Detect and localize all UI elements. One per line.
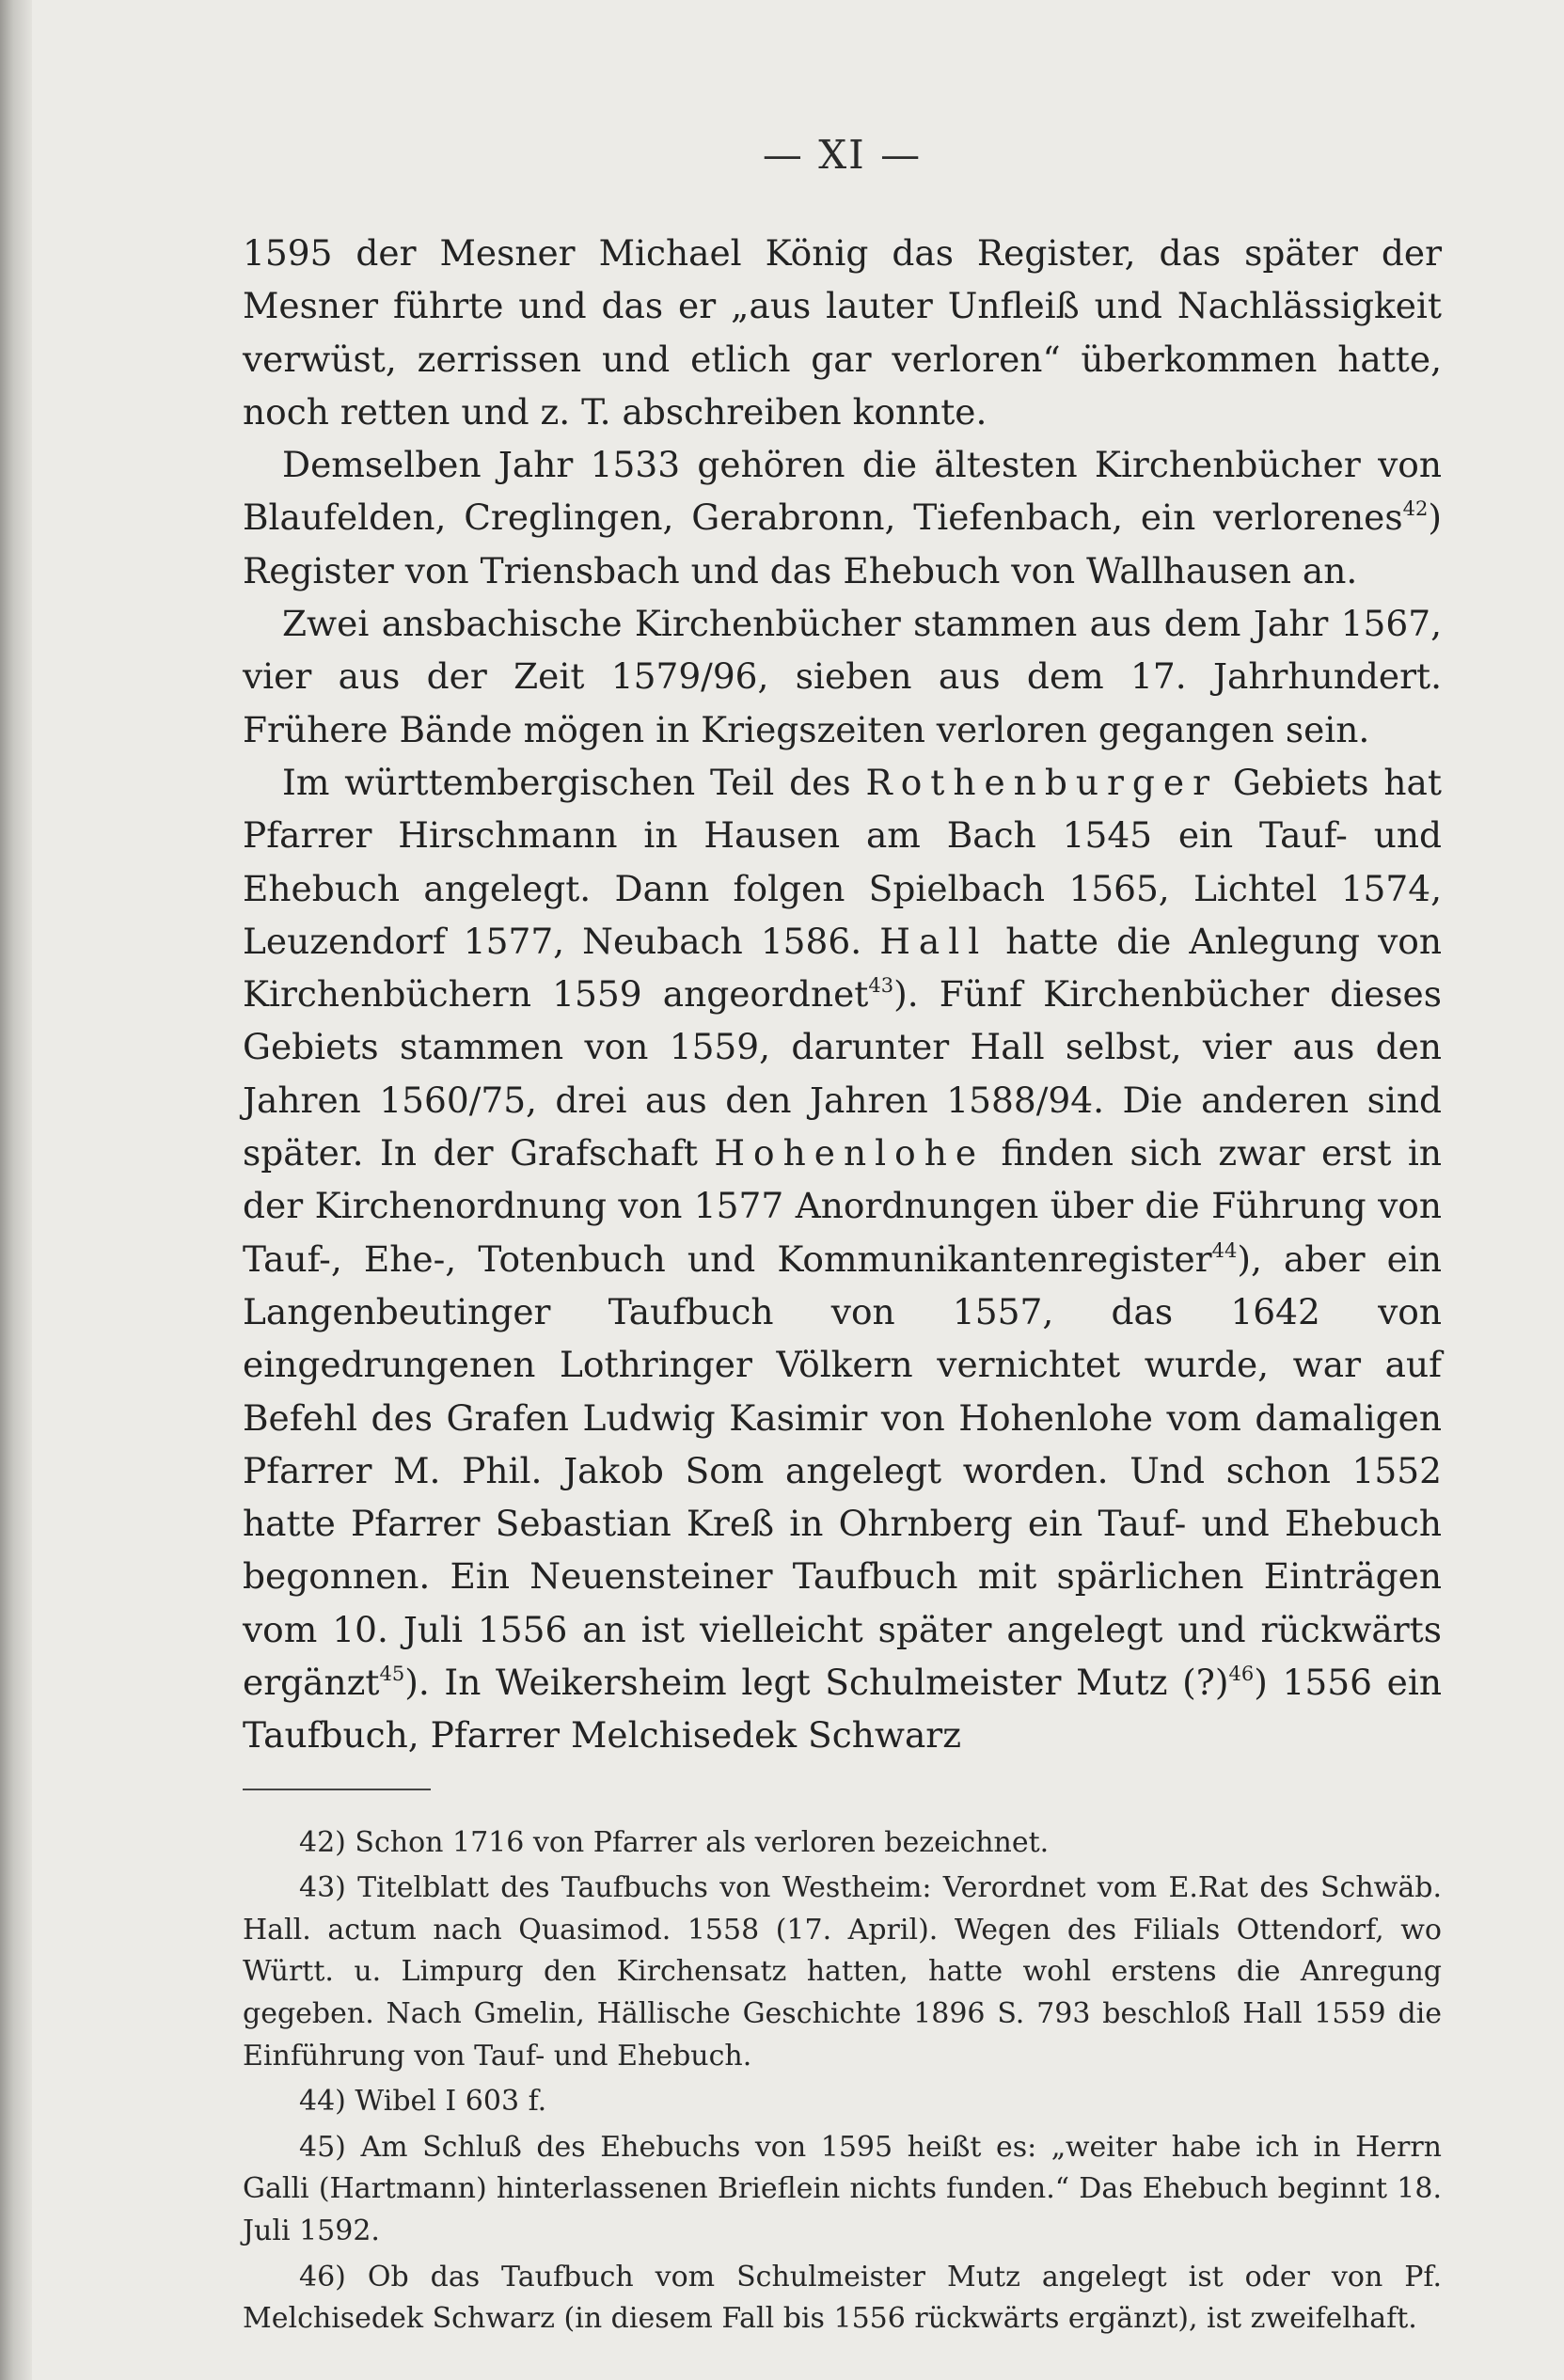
text-run: 1595 der Mesner Michael König das Register, das später der Mesner führte und das er „aus lauter Unfleiß und Nachlässigkeit verwüst, zerrissen und etlich gar verloren“ überkommen hatte, noch retten und z. T. abschreiben konnte. bbox=[243, 232, 1442, 433]
footnote-separator bbox=[243, 1789, 431, 1790]
footnotes bbox=[243, 1822, 1442, 2341]
main-text bbox=[243, 227, 1442, 1762]
text-run: ) 1556 ein Taufbuch, Pfarrer Melchisedek Schwarz bbox=[243, 1662, 1442, 1757]
text-run: finden sich zwar erst in der Kirchenordnung von 1577 Anordnungen über die Führung von Tauf-, Ehe-, Totenbuch und Kommunikantenregister bbox=[243, 1132, 1442, 1280]
text-run: ), aber ein Langenbeutinger Taufbuch von 1557, das 1642 von eingedrungenen Lothringer Völkern vernichtet wurde, war auf Befehl des Grafen Ludwig Kasimir von Hohenlohe vom damaligen Pfarrer M. Phil. Jakob Som angelegt worden. Und schon 1552 hatte Pfarrer Sebastian Kreß in Ohrnberg ein Tauf- und Ehebuch begonnen. Ein Neuensteiner Taufbuch mit spärlichen Einträgen vom 10. Juli 1556 an ist vielleicht später angelegt und rückwärts ergänzt bbox=[243, 1237, 1442, 1704]
text-run: Gebiets hat Pfarrer Hirschmann in Hausen am Bach 1545 ein Tauf- und Ehebuch angelegt. Dann folgen Spielbach 1565, Lichtel 1574, Leuzendorf 1577, Neubach 1586. bbox=[243, 761, 1442, 962]
emphasized-name: Rothenburger bbox=[865, 761, 1219, 803]
text-run: ). In Weikersheim legt Schulmeister Mutz (?) bbox=[404, 1662, 1229, 1704]
footnote-reference: 42 bbox=[1402, 497, 1429, 521]
footnote: 46) Ob das Taufbuch vom Schulmeister Mutz angelegt ist oder von Pf. Melchisedek Schwarz (in diesem Fall bis 1556 rückwärts ergänzt), ist zweifelhaft. bbox=[243, 2260, 1442, 2336]
footnote: 45) Am Schluß des Ehebuchs von 1595 heißt es: „weiter habe ich in Herrn Galli (Hartmann) hinterlassenen Brieflein nichts funden.“ Das Ehebuch beginnt 18. Juli 1592. bbox=[243, 2130, 1442, 2247]
footnote: 44) Wibel I 603 f. bbox=[299, 2085, 547, 2119]
text-run: hatte die Anlegung von Kirchenbüchern 1559 angeordnet bbox=[243, 920, 1442, 1016]
paragraph bbox=[243, 756, 1442, 1762]
emphasized-name: Hall bbox=[879, 920, 988, 962]
footnote: 42) Schon 1716 von Pfarrer als verloren bezeichnet. bbox=[299, 1825, 1050, 1859]
text-run: ) Register von Triensbach und das Ehebuch von Wallhausen an. bbox=[243, 496, 1442, 591]
paragraph bbox=[243, 597, 1442, 756]
text-run: Zwei ansbachische Kirchenbücher stammen aus dem Jahr 1567, vier aus der Zeit 1579/96, sieben aus dem 17. Jahrhundert. Frühere Bände mögen in Kriegszeiten verloren gegangen sein. bbox=[243, 603, 1442, 750]
text-run: Im württembergischen Teil des bbox=[282, 761, 866, 803]
book-page bbox=[243, 132, 1442, 2344]
paragraph bbox=[243, 227, 1442, 438]
footnote: 43) Titelblatt des Taufbuchs von Westheim: Verordnet vom E.Rat des Schwäb. Hall. actum nach Quasimod. 1558 (17. April). Wegen des Filials Ottendorf, wo Württ. u. Limpurg den Kirchensatz hatten, hatte wohl erstens die Anregung gegeben. Nach Gmelin, Hällische Geschichte 1896 S. 793 beschloß Hall 1559 die Einführung von Tauf- und Ehebuch. bbox=[243, 1871, 1442, 2073]
text-run: ). Fünf Kirchenbücher dieses Gebiets stammen von 1559, darunter Hall selbst, vier aus den Jahren 1560/75, drei aus den Jahren 1588/94. Die anderen sind später. In der Grafschaft bbox=[243, 973, 1442, 1174]
text-run: Demselben Jahr 1533 gehören die ältesten Kirchenbücher von Blaufelden, Creglingen, Gerabronn, Tiefenbach, ein verlorenes bbox=[243, 444, 1442, 539]
page-left-edge bbox=[0, 0, 32, 2380]
paragraph bbox=[243, 438, 1442, 597]
emphasized-name: Hohenlohe bbox=[714, 1132, 986, 1174]
page-number: — XI — bbox=[762, 132, 923, 178]
footnote-reference: 43 bbox=[868, 974, 894, 998]
footnote-reference: 46 bbox=[1228, 1663, 1255, 1686]
footnote-reference: 45 bbox=[379, 1663, 405, 1686]
footnote-reference: 44 bbox=[1211, 1238, 1238, 1262]
